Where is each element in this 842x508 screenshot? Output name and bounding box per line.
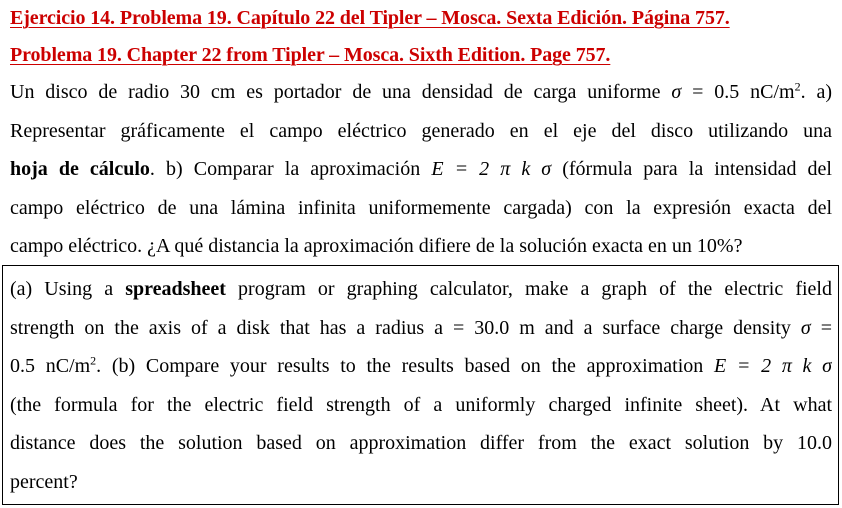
text-segment: . a) xyxy=(800,81,832,103)
exponent: 2 xyxy=(90,353,97,368)
text-segment: program or graphing calculator, make a graph of the electric field xyxy=(225,278,832,300)
formula: E = 2 π k σ xyxy=(714,355,832,377)
english-title: Problema 19. Chapter 22 from Tipler – Mosca. Sixth Edition. Page 757. xyxy=(10,44,611,66)
spanish-line-3 xyxy=(10,150,832,189)
spanish-problem-statement xyxy=(10,73,832,266)
spanish-line-2: Representar gráficamente el campo eléctrico generado en el eje del disco utilizando una xyxy=(10,119,832,142)
text-segment: (a) Using a xyxy=(10,278,126,300)
text-segment: Un disco de radio 30 cm es portador de una densidad de carga uniforme xyxy=(10,81,672,103)
text-segment: = 0.5 nC/m xyxy=(681,81,795,103)
bold-term: spreadsheet xyxy=(125,278,226,300)
text-segment: . b) Comparar la aproximación xyxy=(149,158,432,180)
text-segment: (fórmula para la intensidad del xyxy=(551,158,832,180)
english-line-6: percent? xyxy=(10,470,78,493)
english-line-5: distance does the solution based on approximation differ from the exact solution by 10.0 xyxy=(10,432,832,454)
english-line-1 xyxy=(10,270,832,309)
bold-term: hoja de cálculo xyxy=(10,158,150,180)
text-segment: = xyxy=(810,316,832,339)
spanish-line-1 xyxy=(10,73,832,112)
formula: E = 2 π k σ xyxy=(431,158,552,180)
text-segment: 0.5 nC/m xyxy=(10,355,91,377)
spanish-line-5: campo eléctrico. ¿A qué distancia la aproximación difiere de la solución exacta en un 10%? xyxy=(10,235,743,257)
english-problem-statement xyxy=(10,270,832,501)
english-line-4: (the formula for the electric field strength of a uniformly charged infinite sheet). At what xyxy=(10,393,832,416)
spanish-title: Ejercicio 14. Problema 19. Capítulo 22 del Tipler – Mosca. Sexta Edición. Página 757. xyxy=(10,7,730,29)
english-line-2 xyxy=(10,309,832,348)
spanish-line-4: campo eléctrico de una lámina infinita uniformemente cargada) con la expresión exacta del xyxy=(10,196,832,219)
exponent: 2 xyxy=(794,79,801,94)
text-segment: . (b) Compare your results to the results based on the approximation xyxy=(96,355,714,377)
english-line-3 xyxy=(10,347,832,386)
sigma-symbol: σ xyxy=(671,81,682,103)
text-segment: strength on the axis of a disk that has a radius a = 30.0 m and a surface charge density xyxy=(10,316,801,339)
sigma-symbol: σ xyxy=(800,316,811,339)
